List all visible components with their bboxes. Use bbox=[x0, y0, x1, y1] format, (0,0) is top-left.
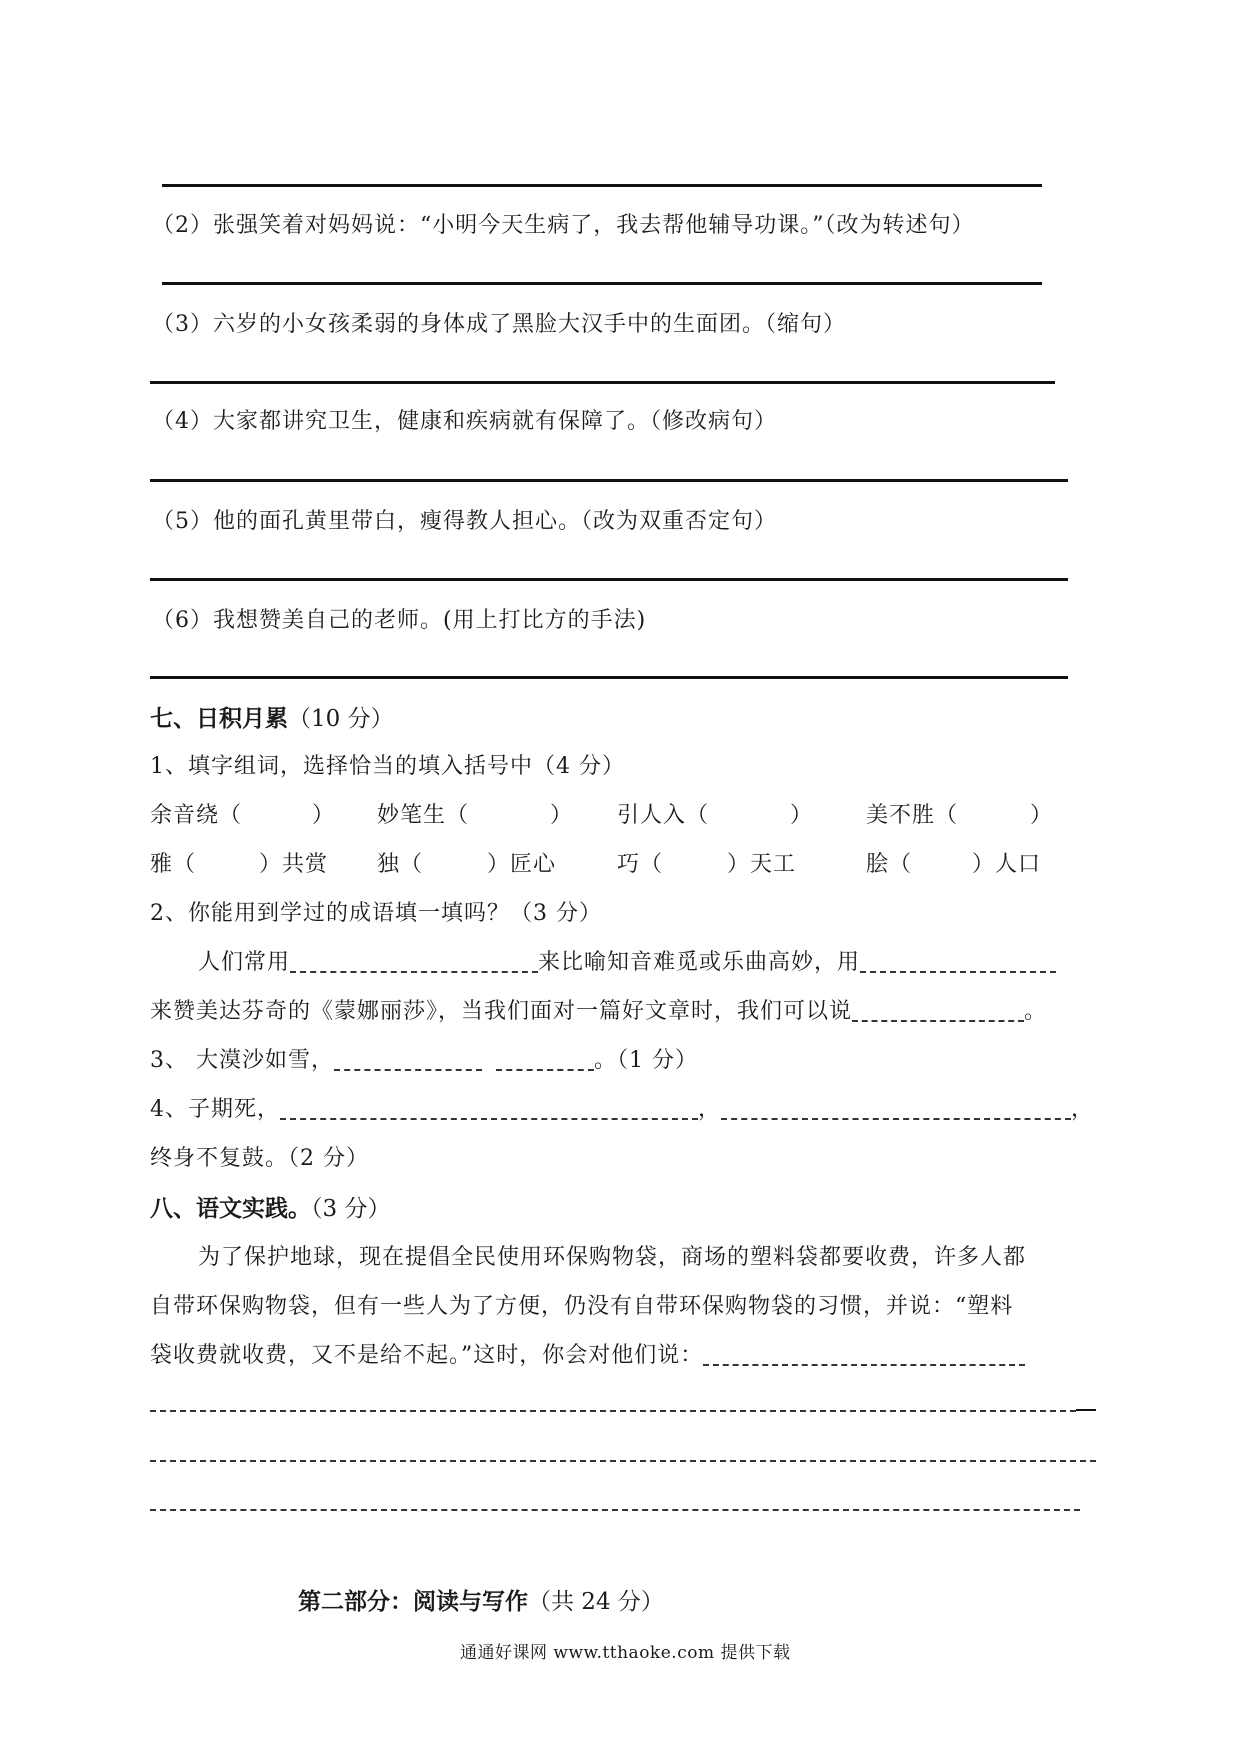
q7-item-2: 2、你能用到学过的成语填一填吗？（3 分） bbox=[150, 901, 602, 926]
q7-item-2-text-a: 人们常用 bbox=[198, 950, 291, 975]
practice-answer-line-2[interactable] bbox=[150, 1460, 1096, 1462]
fill-row-2-b: 独（ bbox=[377, 852, 424, 877]
practice-line-2: 自带环保购物袋，但有一些人为了方便，仍没有自带环保购物袋的习惯，并说：“塑料 bbox=[150, 1294, 1014, 1319]
q7-item-2-text-b: 来比喻知音难觅或乐曲高妙，用 bbox=[538, 950, 861, 975]
q7-item-4-end: 终身不复鼓。（2 分） bbox=[150, 1146, 369, 1171]
q7-item-2-line-2 bbox=[150, 994, 1047, 1025]
question-4: （4）大家都讲究卫生，健康和疾病就有保障了。（修改病句） bbox=[152, 409, 777, 434]
quote-blank-2[interactable] bbox=[721, 1096, 1071, 1120]
fill-row-2-b-close: ）匠心 bbox=[487, 852, 557, 877]
fill-row-1-a: 余音绕（ bbox=[150, 803, 243, 828]
q7-item-4 bbox=[150, 1092, 1094, 1123]
answer-line-6 bbox=[150, 676, 1068, 679]
q7-item-2-line-1 bbox=[198, 945, 1056, 976]
fill-row-2-a: 雅（ bbox=[150, 852, 197, 877]
practice-line-3-text: 袋收费就收费，又不是给不起。”这时，你会对他们说： bbox=[150, 1343, 704, 1368]
fill-row-1-d-close: ） bbox=[1030, 803, 1054, 828]
q7-item-2-text-d: 。 bbox=[1024, 999, 1048, 1024]
question-6: （6）我想赞美自己的老师。(用上打比方的手法) bbox=[152, 608, 647, 633]
q7-item-1: 1、填字组词，选择恰当的填入括号中（4 分） bbox=[150, 754, 625, 779]
fill-row-1-b-close: ） bbox=[550, 803, 574, 828]
question-2: （2）张强笑着对妈妈说：“小明今天生病了，我去帮他辅导功课。”（改为转述句） bbox=[152, 213, 975, 238]
section-7-title-bold: 七、日积月累 bbox=[150, 706, 288, 732]
section-8-title bbox=[150, 1190, 390, 1223]
part-2-score: （共 24 分） bbox=[528, 1589, 664, 1615]
fill-row-2-c-close: ）天工 bbox=[727, 852, 797, 877]
answer-line-2 bbox=[162, 282, 1042, 285]
practice-line-1: 为了保护地球，现在提倡全民使用环保购物袋，商场的塑料袋都要收费，许多人都 bbox=[198, 1245, 1027, 1270]
quote-blank-1[interactable] bbox=[280, 1096, 698, 1120]
fill-row-2-d-close: ）人口 bbox=[972, 852, 1042, 877]
question-3: （3）六岁的小女孩柔弱的身体成了黑脸大汉手中的生面团。（缩句） bbox=[152, 312, 846, 337]
fill-row-1-d: 美不胜（ bbox=[866, 803, 959, 828]
practice-answer-blank[interactable] bbox=[703, 1342, 1025, 1366]
fill-row-2-c: 巧（ bbox=[617, 852, 664, 877]
practice-answer-line-3[interactable] bbox=[150, 1509, 1080, 1511]
answer-line-5 bbox=[150, 578, 1068, 581]
q7-item-2-text-c: 来赞美达芬奇的《蒙娜丽莎》，当我们面对一篇好文章时，我们可以说 bbox=[150, 999, 853, 1024]
practice-answer-line-1[interactable] bbox=[150, 1410, 1076, 1412]
fill-row-1-c-close: ） bbox=[790, 803, 814, 828]
q7-item-3-text-a: 3、 大漠沙如雪， bbox=[150, 1048, 334, 1073]
q7-item-3-text-b: 。（1 分） bbox=[594, 1048, 698, 1073]
footer-source: 通通好课网 www.tthaoke.com 提供下载 bbox=[460, 1643, 791, 1663]
question-5: （5）他的面孔黄里带白，瘦得教人担心。（改为双重否定句） bbox=[152, 509, 777, 534]
q7-item-4-text-a: 4、子期死， bbox=[150, 1097, 280, 1122]
idiom-blank-3[interactable] bbox=[852, 998, 1024, 1022]
answer-line-1 bbox=[162, 184, 1042, 187]
section-7-score: （10 分） bbox=[288, 706, 394, 732]
answer-line-3 bbox=[150, 381, 1055, 384]
fill-row-2-a-close: ）共赏 bbox=[259, 852, 329, 877]
section-8-title-bold: 八、语文实践。 bbox=[150, 1196, 311, 1222]
idiom-blank-2[interactable] bbox=[860, 949, 1056, 973]
part-2-title bbox=[298, 1583, 664, 1616]
part-2-title-bold: 第二部分：阅读与写作 bbox=[298, 1589, 528, 1615]
q7-item-4-comma-2: ， bbox=[1071, 1097, 1095, 1122]
section-8-score: （3 分） bbox=[311, 1196, 391, 1222]
fill-row-1-c: 引人入（ bbox=[617, 803, 710, 828]
fill-row-1-b: 妙笔生（ bbox=[377, 803, 470, 828]
idiom-blank-1[interactable] bbox=[290, 949, 538, 973]
practice-line-3 bbox=[150, 1338, 1025, 1369]
answer-line-4 bbox=[150, 479, 1068, 482]
section-7-title bbox=[150, 700, 394, 733]
q7-item-3 bbox=[150, 1043, 698, 1074]
poem-blank-1[interactable] bbox=[334, 1047, 482, 1071]
q7-item-4-comma-1: ， bbox=[698, 1097, 722, 1122]
practice-answer-line-1-end bbox=[1076, 1409, 1096, 1411]
fill-row-2-d: 脍（ bbox=[866, 852, 913, 877]
fill-row-1-a-close: ） bbox=[312, 803, 336, 828]
poem-blank-2[interactable] bbox=[496, 1047, 594, 1071]
